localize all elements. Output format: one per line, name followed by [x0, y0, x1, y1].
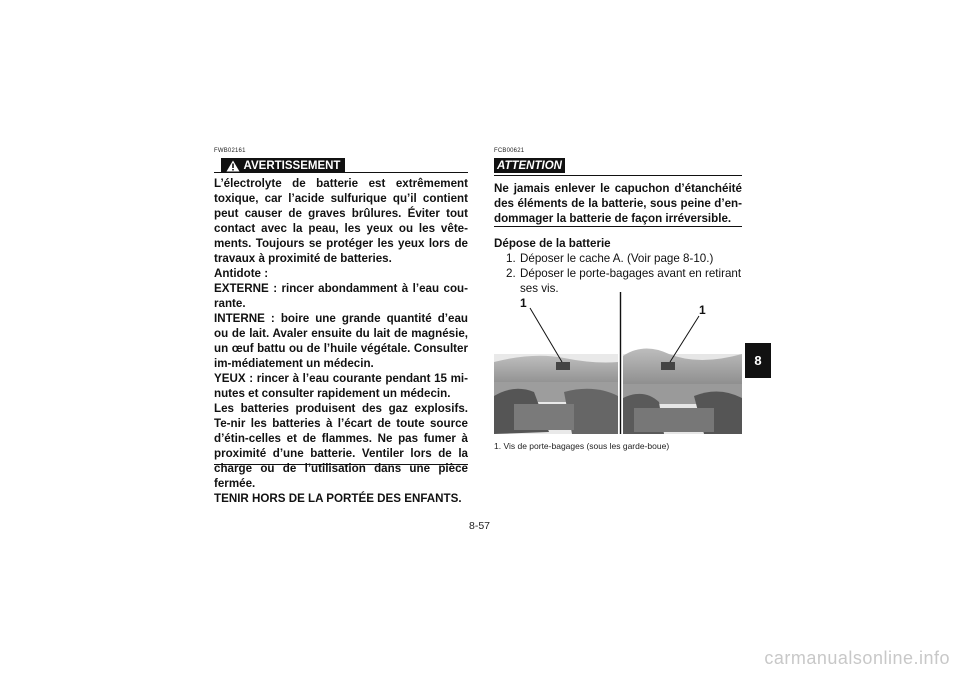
warning-top-rule	[214, 172, 468, 173]
caution-code: FCB00621	[494, 148, 525, 154]
rack-bolts-figure	[494, 292, 742, 434]
warning-paragraph: YEUX : rincer à l’eau courante pendant 15 mi-nutes et consulter rapidement un médecin.	[214, 372, 468, 400]
callout-left: 1	[520, 296, 527, 310]
callout-right: 1	[699, 303, 706, 317]
figure-caption: 1. Vis de porte-bagages (sous les garde-boue)	[494, 441, 670, 451]
warning-label	[221, 158, 345, 173]
warning-paragraph: Antidote :	[214, 267, 269, 280]
procedure-heading: Dépose de la batterie	[494, 237, 611, 250]
warning-bottom-rule	[214, 464, 468, 465]
caution-top-rule	[494, 175, 742, 176]
warning-paragraph: INTERNE : boire une grande quantité d’eau ou de lait. Avaler ensuite du lait de magnésie, un œuf battu ou de l’huile végétale. Consulter im-médiatement un médecin.	[214, 312, 468, 370]
caution-bottom-rule	[494, 226, 742, 227]
procedure-step	[494, 251, 742, 266]
procedure-steps	[494, 251, 742, 296]
warning-triangle-icon	[226, 160, 240, 172]
procedure	[494, 236, 742, 296]
chapter-tab	[745, 343, 771, 378]
caution-label-text: ATTENTION	[497, 159, 562, 172]
warning-label-text: AVERTISSEMENT	[243, 159, 341, 172]
step-number: 1.	[506, 252, 516, 265]
warning-paragraph: EXTERNE : rincer abondamment à l’eau cou-rante.	[214, 282, 468, 310]
warning-paragraph: TENIR HORS DE LA PORTÉE DES ENFANTS.	[214, 492, 462, 505]
caution-label	[494, 158, 565, 173]
step-text: Déposer le porte-bagages avant en retirant ses vis.	[520, 267, 742, 295]
chapter-tab-number: 8	[754, 353, 762, 368]
step-text: Déposer le cache A. (Voir page 8-10.)	[520, 252, 714, 265]
warning-paragraph: L’électrolyte de batterie est extrêmement toxique, car l’acide sulfurique qu’il contient peut causer de graves brûlures. Éviter tout contact avec la peau, les yeux ou les vête-ments. Toujours se protéger les yeux lors de travaux à proximité de batteries.	[214, 177, 468, 265]
watermark: carmanualsonline.info	[764, 648, 950, 668]
warning-text	[214, 176, 468, 506]
page-number: 8-57	[469, 520, 491, 532]
caution-text: Ne jamais enlever le capuchon d’étanchéité des éléments de la batterie, sous peine d’en-dommager la batterie de façon irréversible.	[494, 182, 742, 225]
step-number: 2.	[506, 267, 516, 280]
warning-paragraph: Les batteries produisent des gaz explosifs. Te-nir les batteries à l’écart de toute source d’étin-celles et de flammes. Ne pas fumer à proximité d’une batterie. Ventiler lors de la charge ou de l’utilisation dans une pièce fermée.	[214, 402, 468, 490]
warning-code: FWB02161	[214, 148, 246, 154]
